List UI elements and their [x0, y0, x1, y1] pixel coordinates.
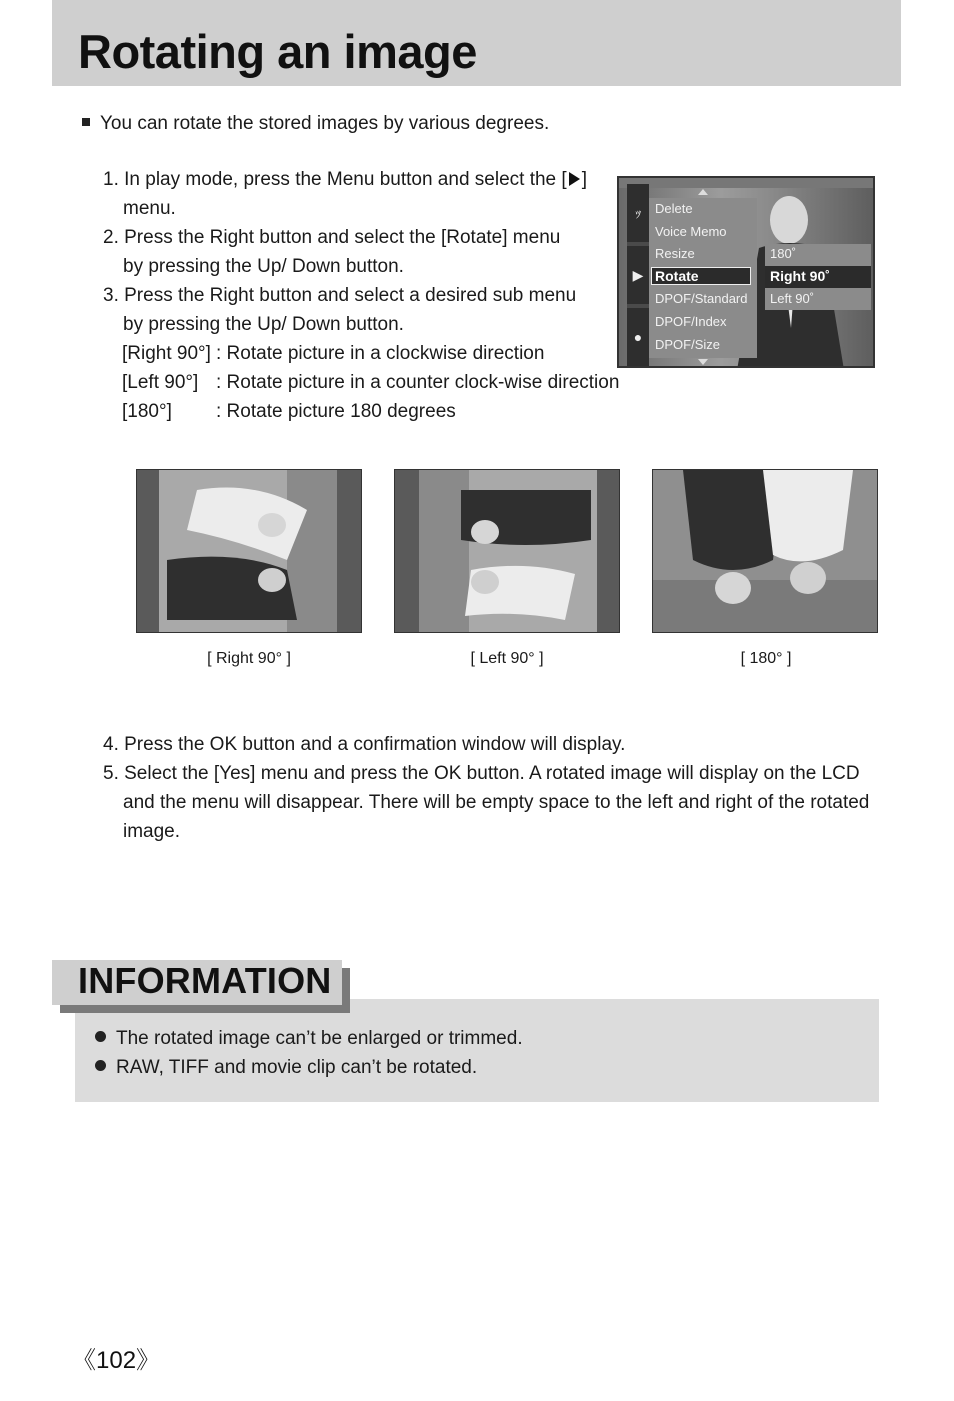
- lcd-main-menu: [649, 198, 757, 358]
- submenu-item-right-90-selected: Right 90˚: [765, 266, 871, 288]
- menu-item-dpof-index: DPOF/Index: [655, 314, 727, 329]
- information-item: The rotated image can’t be enlarged or trimmed.: [95, 1024, 523, 1053]
- menu-item-delete: Delete: [655, 201, 693, 216]
- menu-item-rotate-selected: Rotate: [651, 267, 751, 285]
- step-1: 1. In play mode, press the Menu button and select the [ ]: [103, 169, 587, 190]
- lcd-sub-menu: [765, 244, 871, 310]
- submenu-item-180: 180˚: [770, 246, 797, 261]
- menu-item-resize: Resize: [655, 246, 695, 261]
- photo-left-90: [394, 469, 620, 633]
- photo-180: [652, 469, 878, 633]
- caption-180: [ 180° ]: [740, 650, 792, 667]
- information-item: RAW, TIFF and movie clip can’t be rotated.: [95, 1053, 523, 1082]
- step-2: 2. Press the Right button and select the [Rotate] menu: [103, 227, 561, 248]
- steps-list-continued: 4. Press the OK button and a confirmation window will display. 5. Select the [Yes] menu and press the OK button. A rotated image will display on the LCD and the menu will disappear. There will be empty space to the left and right of the rotated image.: [103, 730, 893, 846]
- submenu-item-left-90: Left 90˚: [770, 291, 815, 306]
- option-180: [180°] : Rotate picture 180 degrees: [122, 401, 456, 422]
- menu-item-voice-memo: Voice Memo: [655, 224, 727, 239]
- page-title: Rotating an image: [78, 25, 477, 78]
- person-icon: ●: [627, 308, 649, 366]
- caption-right-90: [ Right 90° ]: [207, 650, 291, 667]
- square-bullet-icon: [82, 118, 90, 126]
- scroll-down-icon: [698, 359, 708, 365]
- bullet-dot-icon: [95, 1060, 106, 1071]
- option-right-90: [Right 90°] : Rotate picture in a clockwise direction: [122, 343, 545, 364]
- caption-left-90: [ Left 90° ]: [470, 650, 544, 667]
- step-3: 3. Press the Right button and select a desired sub menu: [103, 285, 577, 306]
- information-title: INFORMATION: [78, 960, 332, 1001]
- photo-right-90: [136, 469, 362, 633]
- information-list: [95, 1024, 523, 1082]
- camera-lcd-screenshot: [617, 176, 875, 368]
- page-number: 《102》: [72, 1347, 161, 1374]
- step-4: 4. Press the OK button and a confirmation window will display.: [103, 734, 626, 755]
- tools-icon: ｯ: [627, 184, 649, 242]
- steps-list: 1. In play mode, press the Menu button and select the [ ] menu. 2. Press the Right button and select the [Rotate] menu by pressing the Up/ Down button. 3. Press the Right button and select a desired sub menu by pressing the Up/ Down button. [Right 90°] : Rotate picture in a clockwise direction [Left 90°] : Rotate picture in a counter clock-wise direction [180°] : Rotate picture 180 degrees: [103, 165, 623, 426]
- step-5: 5. Select the [Yes] menu and press the OK button. A rotated image will display on the LCD: [103, 763, 860, 784]
- menu-item-dpof-standard: DPOF/Standard: [655, 291, 748, 306]
- lcd-icon-bar: [627, 184, 649, 366]
- option-left-90: [Left 90°] : Rotate picture in a counter clock-wise direction: [122, 372, 620, 393]
- scroll-up-icon: [698, 189, 708, 195]
- intro-text: You can rotate the stored images by various degrees.: [82, 113, 549, 135]
- play-triangle-icon: [569, 172, 580, 186]
- bullet-dot-icon: [95, 1031, 106, 1042]
- play-icon: ▶: [627, 246, 649, 304]
- menu-item-dpof-size: DPOF/Size: [655, 337, 721, 352]
